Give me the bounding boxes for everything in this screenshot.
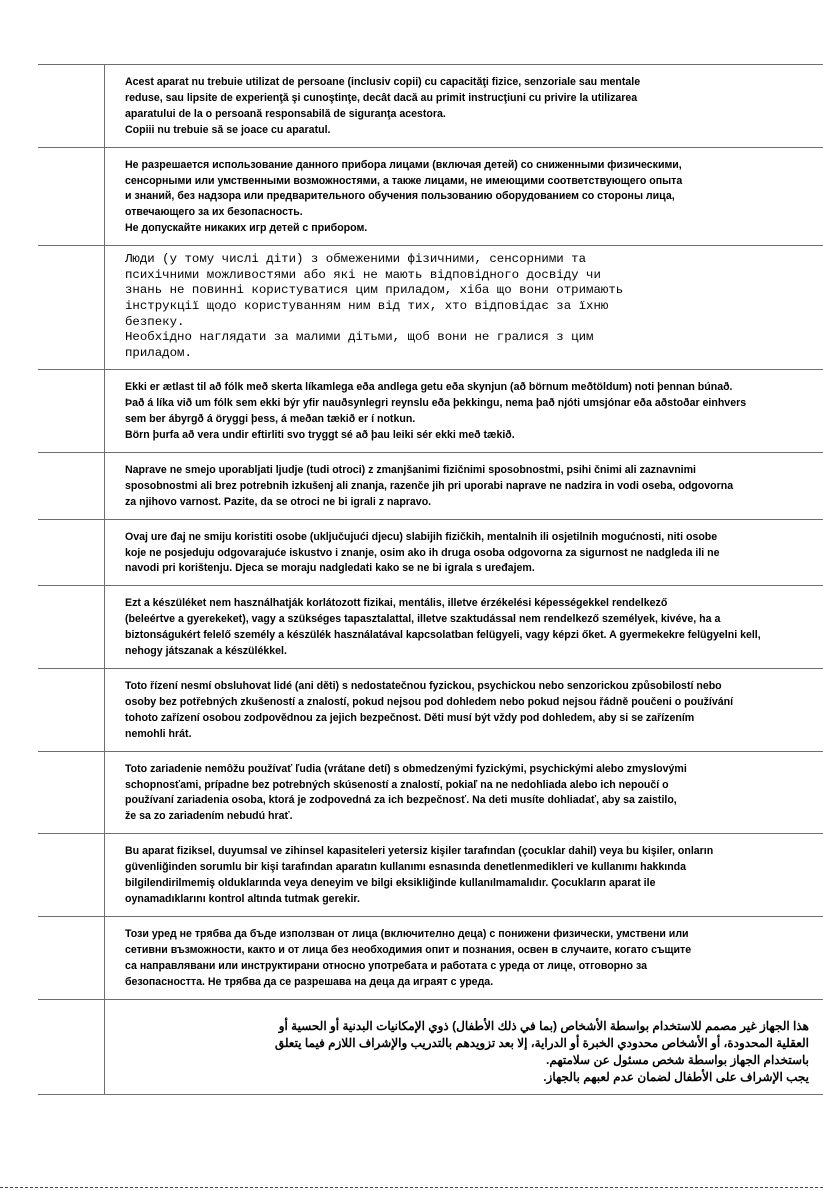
- language-cell: [38, 586, 105, 668]
- section-uk: [38, 245, 823, 369]
- section-ro: [38, 64, 823, 147]
- section-sk: [38, 751, 823, 834]
- language-cell: [38, 1000, 105, 1094]
- paragraph: Toto řízení nesmí obsluhovat lidé (ani děti) s nedostatečnou fyzickou, psychickou nebo senzorickou způsobilostí nebo osoby bez potřebných zkušeností a znalostí, pokud nejsou pod dohledem nebo pokud nejsou řádně poučeni o používání tohoto zařízení osobou zodpovědnou za jejich bezpečnost. Děti musí být vždy pod dohledem, aby si se zařízením nemohli hrát.: [125, 680, 734, 740]
- language-cell: [38, 752, 105, 834]
- paragraph: Ovaj ure đaj ne smiju koristiti osobe (uključujući djecu) slabijih fizičkih, mentalnih ili osjetilnih mogućnosti, niti osobe koje ne posjeduju odgovarajuće iskustvo i znanje, osim ako ih druga osoba odgovorna za sigurnost ne nadgleda ili ne navodi pri korištenju. Djeca se moraju nadgledati kako se ne bi igrala s uređajem.: [125, 530, 720, 575]
- language-cell: [38, 246, 105, 369]
- paragraph: Naprave ne smejo uporabljati ljudje (tudi otroci) z zmanjšanimi fizičnimi sposobnostmi, psihi čnimi ali zaznavnimi sposobnostmi ali brez potrebnih izkušenj ali znanja, razenče jih pri uporabi naprave ne nadzira in vodi oseba, odgovorna za njihovo varnost. Pazite, da se otroci ne bi igrali z napravo.: [125, 463, 734, 508]
- paragraph: Toto zariadenie nemôžu používať ľudia (vrátane detí) s obmedzenými fyzickými, psychickými alebo zmyslovými schopnosťami, prípadne bez potrebných skúseností a znalostí, pokiaľ na ne nedohliada alebo ich nepoučí o používaní zariadenia osoba, ktorá je zodpovedná za ich bezpečnosť. Na deti musíte dohliadať, aby sa zaistilo, že sa zo zariadením nebudú hrať.: [125, 762, 687, 823]
- language-cell: [38, 669, 105, 751]
- language-cell: [38, 65, 105, 147]
- paragraph: Не разрешается использование данного прибора лицами (включая детей) со сниженными физическими, сенсорными или умственными возможностями, а также лицами, не имеющими соответствующего опыта и знаний, без надзора или предварительного обучения пользованию оборудованием со стороны лица, отвечающего за их безопасность. Не допускайте никаких игр детей с прибором.: [125, 158, 683, 235]
- paragraph: Acest aparat nu trebuie utilizat de persoane (inclusiv copii) cu capacităţi fizice, senzoriale sau mentale reduse, sau lipsite de experienţă şi cunoştinţe, decât dacă au primit instrucţiuni cu privire la utilizarea aparatului de la o persoană responsabilă de siguranţa acestora. Copiii nu trebuie să se joace cu aparatul.: [125, 76, 641, 136]
- paragraph: Люди (у тому числі діти) з обмеженими фізичними, сенсорними та психічними можливостями або які не мають відповідного досвіду чи знань не повинні користуватися цим приладом, хіба що вони отримають інструкції щодо користуванням ним від тих, хто відповідає за їхню безпеку. Необхідно наглядати за малими дітьми, щоб вони не гралися з цим приладом.: [125, 252, 624, 360]
- language-cell: [38, 834, 105, 916]
- paragraph: Ekki er ætlast til að fólk með skerta líkamlega eða andlega getu eða skynjun (að börnum meðtöldum) noti þennan búnað. Það á líka við um fólk sem ekki býr yfir nauðsynlegri reynslu eða þekkingu, nema það njóti umsjónar eða aðstoðar einhvers sem ber ábyrgð á öryggi þess, á meðan tækið er í notkun. Börn þurfa að vera undir eftirliti svo tryggt sé að þau leiki sér ekki með tækið.: [125, 381, 747, 442]
- paragraph: هذا الجهاز غير مصمم للاستخدام بواسطة الأشخاص (بما في ذلك الأطفال) ذوي الإمكانيات البدنية أو الحسية أو العقلية المحدودة، أو الأشخاص محدودي الخبرة أو الدراية، إلا بعد تزويدهم بالتدريب والإشراف اللازم فيما يتعلق باستخدام الجهاز بواسطة شخص مسئول عن سلامتهم. يجب الإشراف على الأطفال لضمان عدم لعبهم بالجهاز.: [274, 1018, 809, 1084]
- section-ru: [38, 147, 823, 246]
- section-cs: [38, 668, 823, 751]
- warning-text: [105, 752, 823, 834]
- section-hr: [38, 519, 823, 586]
- section-sl: [38, 452, 823, 519]
- warning-text: [105, 586, 823, 668]
- section-ar: [38, 999, 823, 1095]
- warning-text: [105, 65, 823, 147]
- language-cell: [38, 917, 105, 999]
- warning-table: [38, 64, 823, 1095]
- section-is: [38, 369, 823, 452]
- warning-text: [105, 917, 823, 999]
- paragraph: Ezt a készüléket nem használhatják korlátozott fizikai, mentális, illetve érzékelési képességekkel rendelkező (beleértve a gyerekeket), vagy a szükséges tapasztalattal, illetve szaktudással nem rendelkező személyek, kivéve, ha a biztonságukért felelő személy a készülék használatával kapcsolatban felügyeli, vagy képzi őket. A gyermekekre felügyelni kell, nehogy játszanak a készülékkel.: [125, 597, 761, 658]
- language-cell: [38, 520, 105, 586]
- paragraph: Този уред не трябва да бъде използван от лица (включително деца) с понижени физически, умствени или сетивни възможности, както и от лица без необходимия опит и познания, освен в случаите, когато същите са направлявани или инструктирани относно употребата и работата с уреда от лице, отговорно за безопасността. Не трябва да се разрешава на деца да играят с уреда.: [125, 927, 692, 988]
- warning-text: [105, 246, 823, 369]
- section-hu: [38, 585, 823, 668]
- warning-text: [105, 148, 823, 246]
- warning-text: [105, 1000, 823, 1094]
- section-tr: [38, 833, 823, 916]
- warning-text: [105, 453, 823, 519]
- language-cell: [38, 453, 105, 519]
- warning-text: [105, 669, 823, 751]
- warning-text: [105, 520, 823, 586]
- page-bottom-rule: [0, 1187, 823, 1188]
- section-bg: [38, 916, 823, 999]
- warning-text: [105, 834, 823, 916]
- warning-text: [105, 370, 823, 452]
- paragraph: Bu aparat fiziksel, duyumsal ve zihinsel kapasiteleri yetersiz kişiler tarafından (çocuklar dahil) veya bu kişiler, onların güvenliğinden sorumlu bir kişi tarafından aparatın kullanımı esnasında denetlenmedikleri ve kullanımı hakkında bilgilendirilmemiş olduklarında veya deneyim ve bilgi eksikliğinde kullanılmamalıdır. Çocukların aparat ile oynamadıklarını kontrol altında tutmak gerekir.: [125, 845, 714, 905]
- language-cell: [38, 370, 105, 452]
- language-cell: [38, 148, 105, 246]
